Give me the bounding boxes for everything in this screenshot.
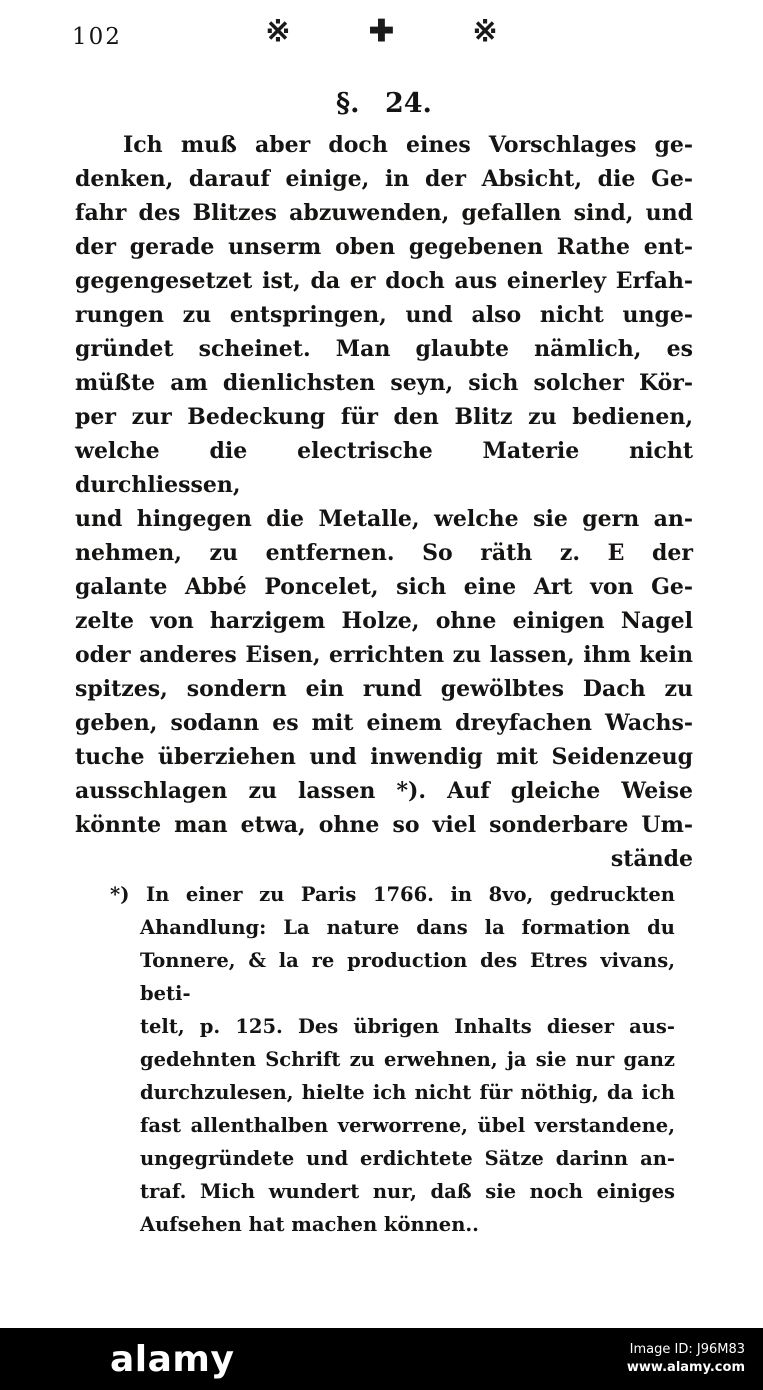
text-line: galante Abbé Poncelet, sich eine Art von Ge-: [75, 574, 693, 600]
footnote-line: fast allenthalben verworrene, übel verstandene,: [140, 1114, 675, 1137]
body-text: [75, 128, 693, 876]
watermark-url: www.alamy.com: [626, 1360, 745, 1375]
text-line: müßte am dienlichsten seyn, sich solcher Kör-: [75, 370, 693, 396]
text-line: nehmen, zu entfernen. So räth z. E der: [75, 540, 693, 566]
text-line: könnte man etwa, ohne so viel sonderbare Um-: [75, 812, 693, 838]
text-line: fahr des Blitzes abzuwenden, gefallen sind, und: [75, 200, 693, 226]
text-line: spitzes, sondern ein rund gewölbtes Dach zu: [75, 676, 693, 702]
header-ornament-icon: ※ ✚ ※: [265, 14, 532, 49]
text-line: denken, darauf einige, in der Absicht, die Ge-: [75, 166, 693, 192]
footnote-line: traf. Mich wundert nur, daß sie noch einiges: [140, 1180, 675, 1203]
text-line: gegengesetzet ist, da er doch aus einerley Erfah-: [75, 268, 693, 294]
text-line: geben, sodann es mit einem dreyfachen Wachs-: [75, 710, 693, 736]
footnote-line: *) In einer zu Paris 1766. in 8vo, gedruckten: [110, 883, 675, 906]
alamy-logo: alamy: [110, 1338, 235, 1380]
text-line: zelte von harzigem Holze, ohne einigen Nagel: [75, 608, 693, 634]
watermark-meta: [627, 1341, 745, 1377]
text-line: gründet scheinet. Man glaubte nämlich, es: [75, 336, 693, 362]
footnote-line: ungegründete und erdichtete Sätze darinn an-: [140, 1147, 675, 1170]
page-number: 102: [72, 24, 122, 50]
text-line: ausschlagen zu lassen *). Auf gleiche Weise: [75, 778, 693, 804]
footnote-line: Ahandlung: La nature dans la formation du: [140, 916, 675, 939]
text-line: rungen zu entspringen, und also nicht unge-: [75, 302, 693, 328]
text-line: oder anderes Eisen, errichten zu lassen, ihm kein: [75, 642, 693, 668]
image-id-label: Image ID: J96M83: [629, 1342, 745, 1357]
footnote-line: telt, p. 125. Des übrigen Inhalts dieser aus-: [140, 1015, 675, 1038]
text-line: und hingegen die Metalle, welche sie gern an-: [75, 506, 693, 532]
footnote-line: durchzulesen, hielte ich nicht für nöthig, da ich: [140, 1081, 675, 1104]
text-line: tuche überziehen und inwendig mit Seidenzeug: [75, 744, 693, 770]
text-line: per zur Bedeckung für den Blitz zu bedienen,: [75, 404, 693, 430]
watermark-bar: [0, 1328, 763, 1390]
footnote-line: Tonnere, & la re production des Etres vivans, beti-: [140, 949, 675, 1005]
footnote: [110, 878, 675, 1241]
section-heading: §. 24.: [336, 88, 432, 119]
text-line: welche die electrische Materie nicht durchliessen,: [75, 438, 693, 498]
footnote-line: Aufsehen hat machen können..: [140, 1213, 479, 1236]
text-line: der gerade unserm oben gegebenen Rathe ent-: [75, 234, 693, 260]
text-line: Ich muß aber doch eines Vorschlages ge-: [123, 132, 693, 158]
text-line-catchword: stände: [610, 846, 693, 872]
footnote-line: gedehnten Schrift zu erwehnen, ja sie nur ganz: [140, 1048, 675, 1071]
